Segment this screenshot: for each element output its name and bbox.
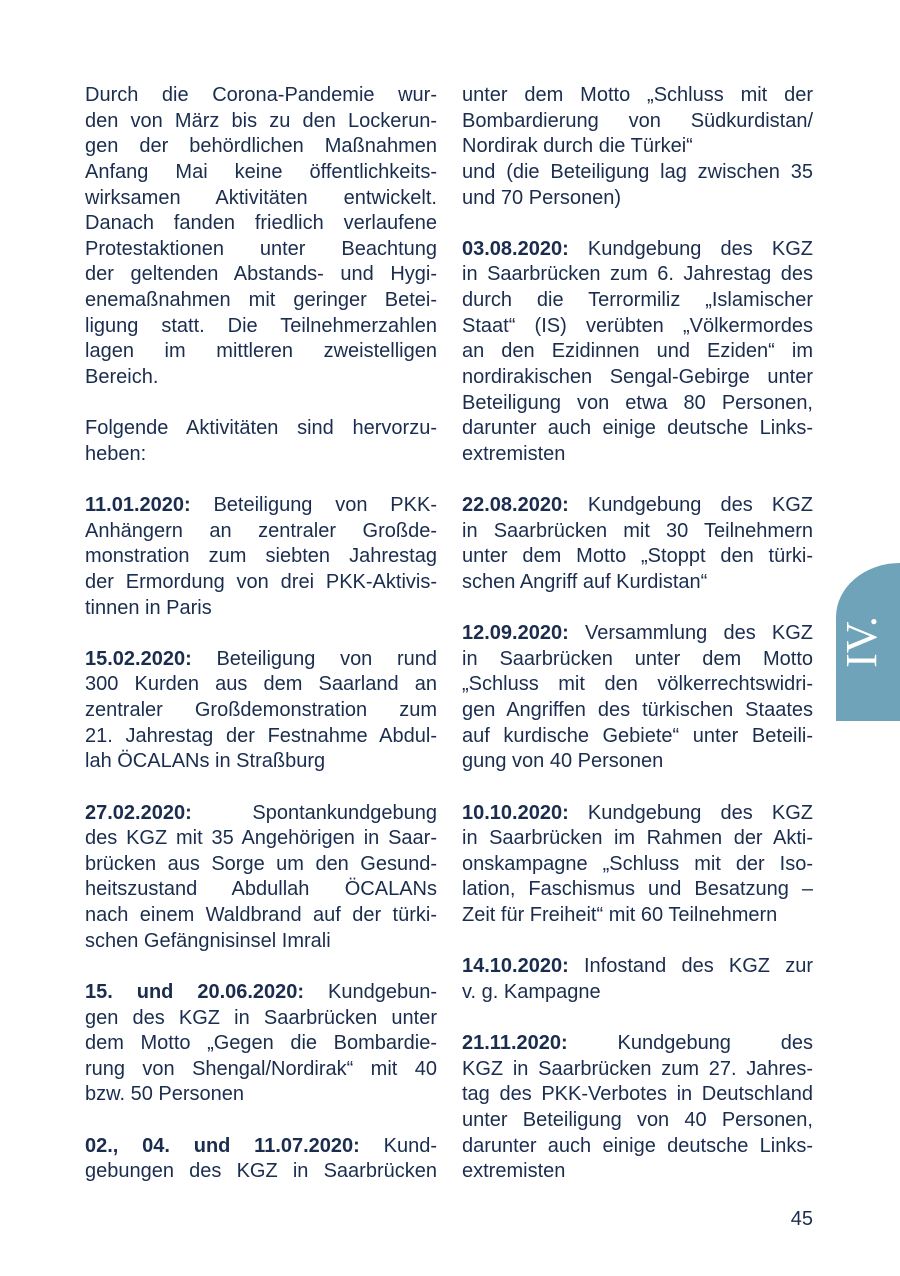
entry-date: 10.10.2020: — [462, 801, 569, 824]
text-line: dem Motto „Gegen die Bombardie- — [85, 1032, 437, 1055]
activity-entry — [462, 621, 813, 775]
entry-text: Kundgebung des KGZ — [587, 801, 813, 824]
activity-entry — [462, 801, 813, 929]
lead-paragraph — [85, 416, 437, 467]
text-line — [85, 493, 437, 519]
activity-entry — [462, 1031, 813, 1185]
text-line: schen Angriff auf Kurdistan“ — [462, 570, 708, 593]
text-line — [85, 1134, 437, 1160]
text-line — [85, 801, 437, 827]
text-line: extremisten — [462, 1160, 566, 1183]
text-line: heitszustand Abdullah ÖCALANs — [85, 878, 437, 901]
entry-text: Kund- — [383, 1134, 437, 1157]
continuation-paragraph — [462, 83, 813, 211]
activity-entry — [462, 954, 813, 1005]
text-line: lation, Faschismus und Besatzung – — [462, 878, 813, 901]
text-line: monstration zum siebten Jahrestag — [85, 545, 437, 568]
text-line: der geltenden Abstands- und Hygi- — [85, 263, 437, 286]
entry-date: 15.02.2020: — [85, 647, 192, 670]
text-line: zentraler Großdemonstration zum — [85, 699, 437, 721]
text-line: tinnen in Paris — [85, 596, 212, 619]
chapter-number: IV. — [837, 616, 886, 668]
entry-date: 27.02.2020: — [85, 801, 192, 824]
entry-text: Versammlung des KGZ — [584, 622, 813, 645]
text-line — [462, 1031, 813, 1057]
entry-text: Spontankundgebung — [252, 801, 437, 824]
text-line: Protestaktionen unter Beachtung — [85, 237, 437, 260]
entry-date: 22.08.2020: — [462, 494, 569, 516]
entry-date: 03.08.2020: — [462, 237, 569, 260]
activity-entry — [85, 647, 437, 775]
text-line: und 70 Personen) — [462, 186, 622, 209]
text-line: extremisten — [462, 442, 566, 465]
activity-entry — [85, 801, 437, 955]
text-line: bzw. 50 Personen — [85, 1083, 244, 1106]
entry-text: Kundgebun- — [328, 980, 437, 1003]
right-column — [462, 83, 813, 1211]
text-line: „Schluss mit den völkerrechtswidri- — [462, 673, 813, 696]
text-line: Folgende Aktivitäten sind hervorzu- — [85, 417, 437, 440]
text-line: lah ÖCALANs in Straßburg — [85, 750, 326, 773]
text-line: in Saarbrücken im Rahmen der Akti- — [462, 827, 813, 850]
text-line: enemaßnahmen mit geringer Betei- — [85, 289, 437, 311]
text-line: in Saarbrücken mit 30 Teilnehmern — [462, 519, 813, 542]
text-line: 21. Jahrestag der Festnahme Abdul- — [85, 724, 437, 747]
activity-entry — [85, 493, 437, 621]
text-line — [462, 621, 813, 647]
text-line: den von März bis zu den Lockerun- — [85, 109, 437, 132]
text-line — [462, 954, 813, 980]
text-line: KGZ in Saarbrücken zum 27. Jahres- — [462, 1057, 813, 1080]
text-line — [462, 493, 813, 519]
activity-entry — [85, 1134, 437, 1185]
text-line: darunter auch einige deutsche Links- — [462, 417, 813, 440]
text-line: tag des PKK-Verbotes in Deutschland — [462, 1083, 813, 1106]
text-line: heben: — [85, 442, 147, 465]
text-line: darunter auch einige deutsche Links- — [462, 1134, 813, 1157]
text-line: Nordirak durch die Türkei“ — [462, 135, 693, 158]
page-number: 45 — [790, 1208, 813, 1230]
entry-text: Kundgebung des KGZ — [587, 494, 813, 516]
text-line: gung von 40 Personen — [462, 750, 664, 773]
text-line: Danach fanden friedlich verlaufene — [85, 212, 437, 235]
entry-text: Beteiligung von PKK- — [213, 494, 437, 516]
text-line: unter dem Motto „Schluss mit der — [462, 84, 813, 106]
text-line: brücken aus Sorge um den Gesund- — [85, 852, 437, 875]
intro-paragraph — [85, 83, 437, 391]
text-line: Bereich. — [85, 365, 159, 388]
activity-entry — [462, 237, 813, 468]
entry-date: 12.09.2020: — [462, 622, 569, 645]
text-line: 300 Kurden aus dem Saarland an — [85, 673, 437, 696]
activity-entry — [85, 980, 437, 1108]
text-line — [462, 801, 813, 827]
text-line: in Saarbrücken unter dem Motto — [462, 647, 813, 670]
text-line: gebungen des KGZ in Saarbrücken — [85, 1160, 437, 1183]
text-line: der Ermordung von drei PKK-Aktivis- — [85, 570, 437, 593]
text-line: Bombardierung von Südkurdistan/ — [462, 109, 813, 132]
text-line: Anfang Mai keine öffentlichkeits- — [85, 160, 437, 183]
text-line: Beteiligung von etwa 80 Personen, — [462, 391, 813, 414]
entry-date: 15. und 20.06.2020: — [85, 980, 305, 1003]
text-line: Anhängern an zentraler Großde- — [85, 519, 437, 542]
text-line: und (die Beteiligung lag zwischen 35 — [462, 160, 813, 183]
entry-date: 11.01.2020: — [85, 494, 191, 516]
chapter-tab — [836, 563, 900, 721]
text-line: lagen im mittleren zweistelligen — [85, 340, 437, 363]
text-line: nordirakischen Sengal-Gebirge unter — [462, 365, 813, 388]
text-line: durch die Terrormiliz „Islamischer — [462, 289, 813, 311]
text-line — [85, 647, 437, 673]
text-line: onskampagne „Schluss mit der Iso- — [462, 852, 813, 875]
entry-date: 02., 04. und 11.07.2020: — [85, 1134, 360, 1157]
left-column — [85, 83, 437, 1211]
text-line — [462, 237, 813, 263]
text-line: nach einem Waldbrand auf der türki- — [85, 904, 437, 926]
text-line: gen Angriffen des türkischen Staates — [462, 699, 813, 721]
text-line: v. g. Kampagne — [462, 980, 601, 1003]
text-line: in Saarbrücken zum 6. Jahrestag des — [462, 263, 813, 286]
text-line: schen Gefängnisinsel Imrali — [85, 929, 331, 952]
entry-text: Beteiligung von rund — [216, 647, 437, 670]
text-line: Durch die Corona-Pandemie wur- — [85, 84, 437, 106]
entry-date: 21.11.2020: — [462, 1032, 568, 1055]
text-line: auf kurdische Gebiete“ unter Beteili- — [462, 724, 813, 747]
entry-text: Infostand des KGZ zur — [583, 955, 813, 978]
text-line: ligung statt. Die Teilnehmerzahlen — [85, 314, 437, 337]
text-line: Staat“ (IS) verübten „Völkermordes — [462, 314, 813, 337]
entry-text: Kundgebung des KGZ — [587, 237, 813, 260]
text-line: unter dem Motto „Stoppt den türki- — [462, 545, 813, 568]
text-line: gen der behördlichen Maßnahmen — [85, 135, 437, 158]
text-line: rung von Shengal/Nordirak“ mit 40 — [85, 1057, 437, 1080]
activity-entry — [462, 493, 813, 596]
text-line — [85, 980, 437, 1006]
entry-date: 14.10.2020: — [462, 955, 569, 978]
text-line: wirksamen Aktivitäten entwickelt. — [85, 186, 437, 209]
text-line: unter Beteiligung von 40 Personen, — [462, 1109, 813, 1131]
text-line: des KGZ mit 35 Angehörigen in Saar- — [85, 827, 437, 850]
text-line: Zeit für Freiheit“ mit 60 Teilnehmern — [462, 904, 778, 926]
entry-text: Kundgebung des — [617, 1032, 813, 1055]
text-line: gen des KGZ in Saarbrücken unter — [85, 1006, 437, 1029]
text-line: an den Ezidinnen und Eziden“ im — [462, 340, 813, 363]
